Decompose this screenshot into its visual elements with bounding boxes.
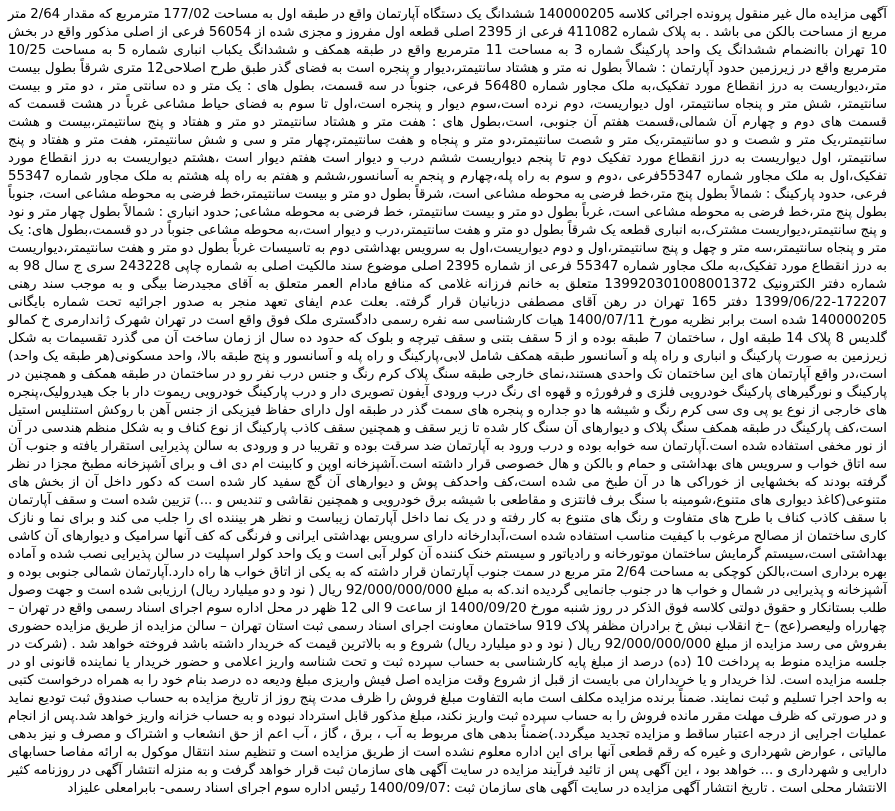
auction-notice-text: آگهی مزایده مال غیر منقول پرونده اجرائی کلاسه 140000205 ششدانگ یک دستگاه آپارتمان واقع در طبقه اول به مساحت 177/02 مترمربع که مقدار 2/64 متر مربع از مساحت بالکن می باشد . به پلاک شماره 411082 فرعی از 2395 اصلی قطعه اول مفروز و مجزی شده از 56054 فرعی از اصلی مذکور واقع در بخش 10 تهران باانضمام ششدانگ یک واحد پارکینگ شماره 3 به مساحت 11 مترمربع واقع در طبقه همکف و ششدانگ یکباب انباری شماره 5 به مساحت 10/25 مترمربع واقع در زیرزمین حدود آپارتمان : شمالاً بطول نه متر و هشتاد سانتیمتر،دیوار و پنجره است به فضای گذر طبق طرح اصلاحی12 متری شرقاً بطول بیست متر،دیواریست به درز انقطاع مورد تفکیک،به ملک مجاور شماره 56480 فرعی، جنوباً در سه قسمت، بطول های : یک متر و ده سانتی متر ، دو متر و بیست سانتیمتر، شش متر و پنجاه سانتیمتر، اول دیواریست، دوم نرده است،سوم دیوار و پنجره است،اول تا سوم به فضای حیاط مشاعی غرباً در هشت قسمت که قسمت های دوم و چهارم آن شمالی،قسمت هفتم آن جنوبی، است،بطول های : هفت متر و هشتاد سانتیمتر دو متر و هفتاد و پنج سانتیمتر،بیست و هشت سانتیمتر،یک متر و شصت و دو سانتیمتر،یک متر و شصت سانتیمتر،دو متر و پنجاه و هفت سانتیمتر،چهار متر و سی و شش سانتیمتر، هفت متر و هفتاد و پنج سانتیمتر، اول دیواریست به درز انقطاع مورد تفکیک دوم تا پنجم دیواریست ششم درب و دیوار است هفتم دیوار است ،هشتم دیواریست به درز انقطاع مورد تفکیک،اول به ملک مجاور شماره 55347فرعی ،دوم و سوم به راه پله،چهارم و پنجم به آسانسور،ششم و هفتم به راه پله هشتم به ملک مجاور شماره 55347 فرعی، حدود پارکینگ : شمالاً بطول پنج متر،خط فرضی به محوطه مشاعی است، شرقاً بطول دو متر و بیست سانتیمتر،خط فرضی به محوطه مشاعی است، جنوباً بطول پنج متر،خط فرضی به محوطه مشاعی است، غرباً بطول دو متر و بیست سانتیمتر، خط فرضی به محوطه مشاعی; حدود انباری : شمالاً بطول چهار متر و نود و پنج سانتیمتر،دیواریست مشترک،به انباری قطعه یک شرقاً بطول دو متر و هفت سانتیمتر،درب و دیوار است،به محوطه مشاعی جنوباً در دو قسمت،بطول های: یک متر و پنجاه سانتیمتر،سه متر و چهل و پنج سانتیمتر،اول و دوم دیواریست،اول به سرویس بهداشتی دوم به تاسیسات غرباً بطول دو متر و هفت سانتیمتر،دیواریست به درز انقطاع مورد تفکیک،به ملک مجاور شماره 55347 فرعی از شماره 2395 اصلی موضوع سند مالکیت اصلی به شماره چاپی 243228 سری ج سال 98 به شماره دفتر الکترونیک 139920301008001372 متعلق به خانم فرزانه غلامی که منافع مادام العمر متعلق به آقای مجیدرضا بیگی و به موجب سند رهنی 172207-1399/06/22 دفتر 165 تهران در رهن آقای مصطفی دزبانیان قرار گرفته. بعلت عدم ایفای تعهد منجر به صدور اجرائیه تحت شماره بایگانی 140000205 شده است برابر نظریه مورخ 1400/07/11 هیات کارشناسی سه نفره رسمی دادگستری ملک فوق واقع است در تهران شهرک ژاندارمری خ کمالو گلدیس 8 پلاک 14 طبقه اول ، ساختمان 7 طبقه بوده و از 5 سقف بتنی و سقف تیرچه و بلوک که حدود ده سال از زمان ساخت آن می گذرد تقسیمات به شکل زیرزمین به صورت پارکینگ و انباری و راه پله و آسانسور طبقه همکف شامل لابی،پارکینگ و راه پله و آسانسور و پنج طبقه بالا، واحد مسکونی(هر طبقه یک واحد) است،در واقع آپارتمان های این ساختمان تک واحدی هستند،نمای خارجی طبقه سنگ پلاک کرم رنگ و جنس درب نفر رو در ساختمان در طبقه همکف و همچنین در پارکینگ و نورگیرهای پارکینگ خودرویی فلزی و فرفورژه و قهوه ای رنگ درب ورودی آیفون تصویری دار و درب پارکینگ خودرویی ریموت دار با جک هیدرولیک،پنجره های خارجی از نوع یو پی وی سی کرم رنگ و شیشه ها دو جداره و پنجره های سمت گذر در طبقه اول دارای حفاظ فیزیکی از جنس آهن با روکش استنلیس استیل است،کف پارکینگ در طبقه همکف سنگ پلاک و دیوارهای آن سنگ کار شده تا زیر سقف و همچنین سقف کاذب پارکینگ از نوع کناف و به شکل منظم هندسی در آن از نور مخفی استفاده شده است.آپارتمان سه خوابه بوده و درب ورود به آپارتمان ضد سرقت بوده و تقریبا در و ورودی به سالن پذیرایی استقرار یافته و جنوب آن سه اتاق خواب و سرویس های بهداشتی و حمام و بالکن و هال خصوصی قرار داشته است.آشپزخانه اوپن و کابینت ام دی اف و برای آشپزخانه مطبخ مجزا در نظر گرفته بودند که بخشهایی از خوراکی ها در آن طبخ می شده است،کف واحدکف پوش و دیوارهای آن گچ سفید کار شده است که دکور داخل آن از بخش های متنوعی(کاغذ دیواری های متنوع،شومینه با سنگ برف فانتزی و مقاطعی با شیشه برق خودرویی و همچنین نقاشی و تندیس و ...) تزیین شده است و سقف آپارتمان با سقف کاذب کناف با طرح های متفاوت و رنگ های متنوع به کار رفته و در یک نما داخل آپارتمان زیباست و نظر هر بیننده ای را جلب می کند و برای نما و نازک کاری ساختمان از مصالح مرغوب با کیفیت مناسب استفاده شده است،آبدارخانه دارای سرویس بهداشتی ایرانی و فرنگی که کف آنها سرامیک و دیوارهای آن کاشی بهداشتی است،سیستم گرمایش ساختمان موتورخانه و رادیاتور و سیستم خنک کننده آن کولر آبی است و یک واحد کولر اسپلیت در سالن پذیرایی نصب شده و آماده بهره برداری است،بالکن کوچکی به مساحت 2/64 متر مربع در سمت جنوب آپارتمان قرار داشته که به یکی از اتاق خواب ها راه دارد.آپارتمان شمالی جنوبی بوده و آشپزخانه و پذیرایی در شمال و خواب ها در جنوب جانمایی گردیده اند.که به مبلغ 92/000/000/000 ریال ( نود و دو میلیارد ریال) ارزیابی شده است و جهت وصول طلب بستانکار و حقوق دولتی کلاسه فوق الذکر در روز شنبه مورخ 1400/09/20 از ساعت 9 الی 12 ظهر در محل اداره سوم اجرای اسناد رسمی واقع در تهران – چهارراه ولیعصر(عج) –خ انقلاب نبش خ برادران مظفر پلاک 919 ساختمان معاونت اجرای اسناد رسمی ثبت استان تهران – سالن مزایده از طریق مزایده حضوری بفروش می رسد مزایده از مبلغ 92/000/000/000 ریال ( نود و دو میلیارد ریال) شروع و به بالاترین قیمت که خریدار داشته باشد فروخته خواهد شد . (شرکت در جلسه مزایده منوط به پرداخت 10 (ده) درصد از مبلغ پایه کارشناسی به حساب سپرده ثبت و تحت شناسه واریز اعلامی و حضور خریدار یا نماینده قانونی او در جلسه مزایده است. لذا خریدار و یا خریداران می بایست از قبل از شروع وقت مزایده اصل فیش واریزی مبلغ ودیعه ده درصد بنام خود را به همراه درخواست کتبی به واحد اجرا تسلیم و ثبت نمایند. ضمناً برنده مزایده مکلف است مابه التفاوت مبلغ فروش را ظرف مدت پنج روز از تاریخ مزایده به حساب صندوق ثبت تودیع نماید و در صورتی که ظرف مهلت مقرر مانده فروش را به حساب سپرده ثبت واریز نکند، مبلغ مذکور قابل استرداد نبوده و به حساب خزانه واریز خواهد شد.پس از انجام عملیات اجرایی از درجه اعتبار ساقط و مزایده تجدید میگردد.)ضمناً بدهی های مربوط به آب ، برق ، گاز ، آب اعم از حق انشعاب و اشتراک و مصرف و نیز بدهی مالیاتی ، عوارض شهرداری و غیره که رقم قطعی آنها برای این اداره معلوم نشده است از طریق مزایده است و تنظیم سند انتقال موکول به ارائه مفاصا حسابهای دارایی و شهرداری و ... خواهد بود ، این آگهی پس از تائید فرآیند مزایده در سایت آگهی های سازمان ثبت قرار خواهد گرفت و به منزله انتشار آگهی در روزنامه کثیر الانتشار محلی است . تاریخ انتشار آگهی مزایده در سایت آگهی های سازمان ثبت :1400/09/07 رئیس اداره سوم اجرای اسناد رسمی- بابرامعلی علیزاد — [8, 7, 888, 796]
